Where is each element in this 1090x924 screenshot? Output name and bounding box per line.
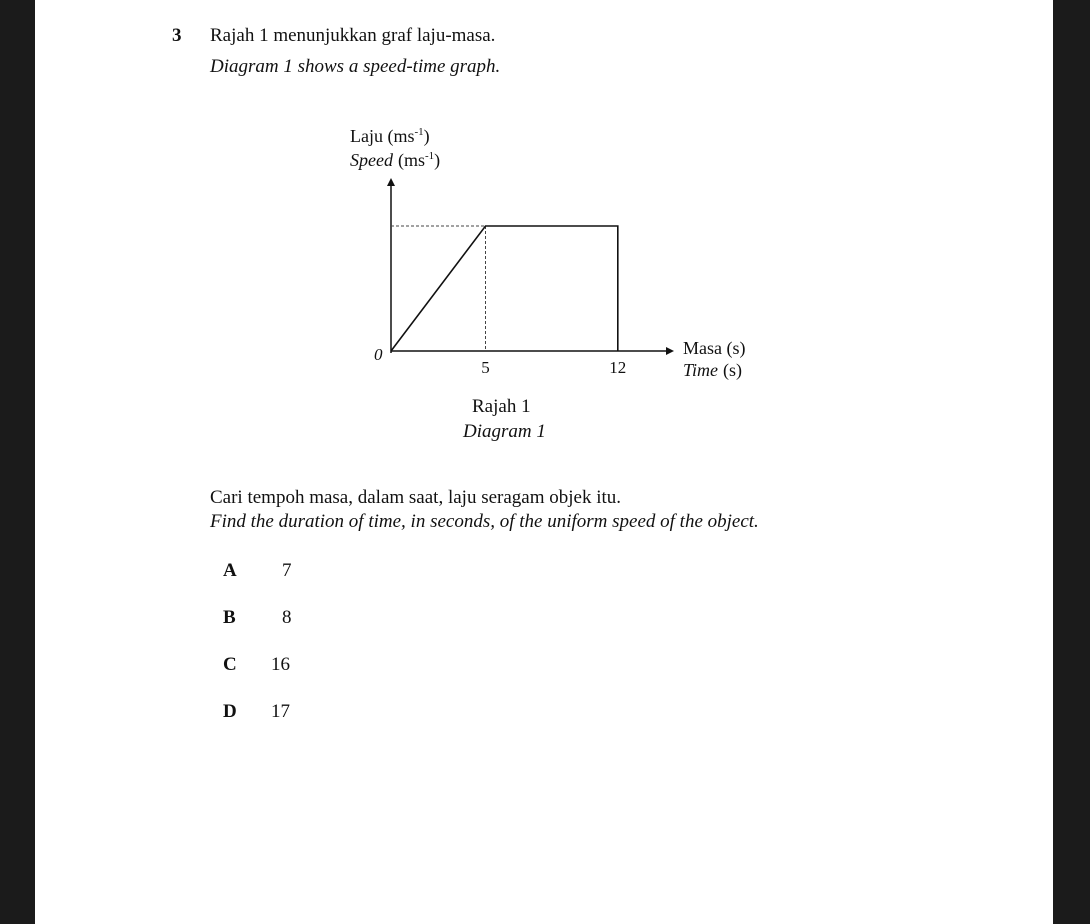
question-number: 3 bbox=[172, 25, 182, 46]
question-prompt-ms: Cari tempoh masa, dalam saat, laju seragam objek itu. bbox=[210, 487, 622, 508]
option-d[interactable] bbox=[223, 701, 343, 725]
question-prompt-en: Find the duration of time, in seconds, of the uniform speed of the object. bbox=[210, 511, 759, 532]
option-value: 7 bbox=[282, 560, 292, 581]
question-intro-en: Diagram 1 shows a speed-time graph. bbox=[210, 56, 501, 77]
diagram-caption-ms: Rajah 1 bbox=[472, 396, 531, 417]
x-axis-label-en: Time (s) bbox=[683, 360, 743, 380]
option-value: 8 bbox=[282, 607, 292, 628]
option-letter: D bbox=[223, 701, 237, 722]
x-axis-label-ms: Masa (s) bbox=[683, 338, 746, 358]
y-axis-label-ms: Laju $(ms^{-1})$ bbox=[350, 126, 430, 146]
option-b[interactable] bbox=[223, 607, 343, 631]
option-a[interactable] bbox=[223, 560, 343, 584]
option-letter: C bbox=[223, 654, 237, 675]
question-intro-ms: Rajah 1 menunjukkan graf laju-masa. bbox=[210, 25, 496, 46]
speed-time-chart bbox=[340, 118, 800, 418]
option-c[interactable] bbox=[223, 654, 343, 678]
option-value: 16 bbox=[271, 654, 290, 675]
option-letter: A bbox=[223, 560, 237, 581]
diagram-caption-en: Diagram 1 bbox=[463, 421, 546, 442]
series-line-speed bbox=[391, 226, 618, 351]
x-tick-label-5: 5 bbox=[481, 358, 490, 377]
option-value: 17 bbox=[271, 701, 290, 722]
x-tick-label-12: 12 bbox=[609, 358, 627, 377]
option-letter: B bbox=[223, 607, 236, 628]
origin-label: 0 bbox=[374, 345, 383, 364]
y-axis-label-en: Speed $(ms^{-1})$ bbox=[350, 150, 441, 170]
exam-page bbox=[35, 0, 1053, 924]
